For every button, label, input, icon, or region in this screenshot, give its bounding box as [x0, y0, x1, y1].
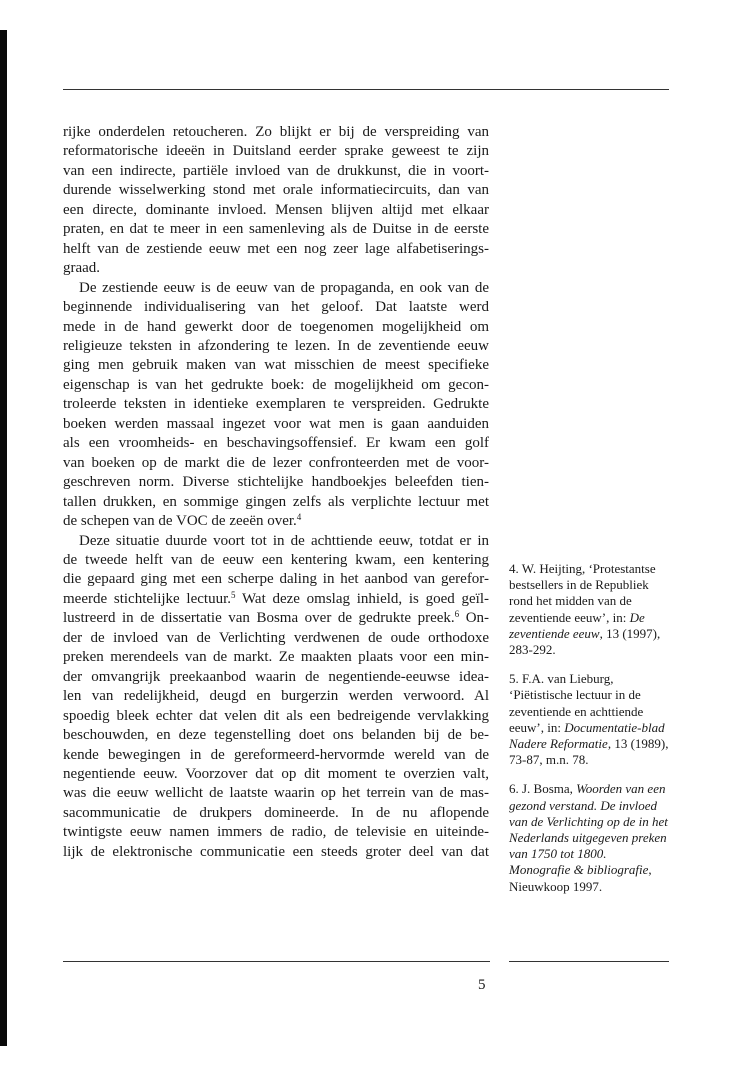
text-line: eigenschap is van het gedrukte boek: de mogelijkheid om gecon-: [63, 376, 489, 393]
text-line: len van redelijkheid, deugd en burgerzin werden verwoord. Al: [63, 688, 489, 705]
text-line: [63, 512, 489, 531]
text-line: helft van de zestiende eeuw met een nog zeer lage alfabetiserings-: [63, 240, 489, 257]
text-line: lijk de elektronische communicatie een steeds groter deel van dat: [63, 843, 489, 860]
paragraph-1: [63, 123, 489, 279]
text-line: religieuze teksten in afzondering te lezen. In de zeventiende eeuw: [63, 337, 489, 354]
text-line: praten, en dat te meer in een samenleving als de Duitse in de eerste: [63, 221, 489, 238]
text-line: beginnende individualisering van het geloof. Dat laatste werd: [63, 299, 489, 316]
text-line: spoedig bleek echter dat velen dit als een bedreigende vervlakking: [63, 707, 489, 724]
header-rule: [63, 89, 669, 90]
footnote-text: 4. W. Heijting, ‘Protestantse bestsellers in de Republiek rond het midden van de zeventiende eeuw’, in:: [509, 561, 656, 625]
text-line: sacommunicatie de drukpers domineerde. In de nu aflopende: [63, 804, 489, 821]
text-fragment: de schepen van de VOC de zeeën over.: [63, 513, 297, 530]
footer-rule-main: [63, 961, 490, 962]
footnote-text: , 13 (1997), 283-292.: [509, 625, 661, 658]
footnote-ref-6: 6: [454, 609, 460, 620]
text-line: van een indirecte, partiële invloed van de drukkunst, die in voort-: [63, 162, 489, 179]
text-line: durende wisselwerking stond met orale informatiecircuits, dan van: [63, 182, 489, 199]
text-line: geschreven norm. Diverse stichtelijke handboekjes beleefden tien-: [63, 474, 489, 491]
text-line: De zestiende eeuw is de eeuw van de propaganda, en ook van de: [79, 279, 489, 296]
text-line: was die eeuw wellicht de laatste waarin op het terrein van de mas-: [63, 785, 489, 802]
text-fragment: meerde stichtelijke lectuur.: [63, 590, 231, 607]
footnote-5: [509, 671, 671, 768]
footnote-title: De zeventiende eeuw: [509, 609, 645, 641]
text-line: Deze situatie duurde voort tot in de achttiende eeuw, totdat er in: [79, 532, 489, 549]
text-line: troleerde teksten in identieke exemplaren te verspreiden. Gedrukte: [63, 396, 489, 413]
paragraph-2: [63, 279, 489, 532]
text-line: [63, 609, 489, 628]
text-line: tallen drukken, en sommige gingen zelfs als verplichte lectuur met: [63, 493, 489, 510]
text-line: [63, 590, 489, 609]
text-line: boeken werden massaal ingezet voor wat men is gaan aanduiden: [63, 415, 489, 432]
text-line: rijke onderdelen retoucheren. Zo blijkt er bij de verspreiding van: [63, 124, 489, 140]
footnote-text: 6. J. Bosma,: [509, 781, 577, 797]
text-line: der omvangrijk preekaanbod waarin de negentiende-eeuwse idea-: [63, 668, 489, 685]
footnote-text: , 13 (1989), 73-87, m.n. 78.: [509, 736, 669, 768]
text-line: graad.: [63, 260, 101, 277]
footnote-title: Woorden van een gezond verstand. De invloed van de Verlichting op de in het Nederlands uitgegeven preken van 1750 tot 1800. Monografie & bibliografie: [509, 781, 668, 878]
text-line: der de invloed van de Verlichting verdwenen de oude orthodoxe: [63, 629, 489, 646]
text-line: als een vroomheids- en beschavingsoffensief. Er kwam een golf: [63, 435, 489, 452]
main-text-column: [63, 123, 489, 862]
footnote-text: , Nieuwkoop 1997.: [509, 862, 652, 894]
text-fragment: lustreerd in de dissertatie van Bosma over de gedrukte preek.: [63, 610, 455, 627]
paragraph-3: [63, 532, 489, 863]
text-line: de tweede helft van de eeuw een kentering kwam, een kentering: [63, 551, 489, 568]
text-line: preken merendeels van de markt. Ze maakten plaats voor een min-: [63, 649, 489, 666]
text-line: van boeken op de markt die de lezer confronteerden met de voor-: [63, 454, 489, 471]
text-fragment: Wat deze omslag inhield, is goed geïl-: [241, 590, 489, 607]
footnote-title: Documentatie-blad Nadere Reformatie: [509, 719, 665, 752]
text-line: mede in de hand gewerkt door de toegenomen mogelijkheid om: [63, 318, 489, 335]
footnote-ref-5: 5: [230, 589, 236, 600]
text-line: reformatorische ideeën in Duitsland eerder sprake geweest te zijn: [63, 143, 489, 160]
footer-rule-notes: [509, 961, 669, 962]
text-fragment: On-: [465, 610, 490, 627]
text-line: die gepaard ging met een scherpe daling in het aanbod van gerefor-: [63, 571, 489, 588]
footnote-4: [509, 561, 671, 658]
text-line: een directe, dominante invloed. Mensen blijven altijd met elkaar: [63, 201, 489, 218]
footnote-text: 5. F.A. van Lieburg, ‘Piëtistische lectuur in de zeventiende en achttiende eeuw’, in:: [509, 671, 644, 735]
sidenotes-column: [509, 561, 671, 908]
footnote-ref-4: 4: [296, 512, 302, 523]
page-number: 5: [478, 977, 486, 993]
text-line: ging men gebruik maken van wat misschien de meest specifieke: [63, 357, 489, 374]
text-line: twintigste eeuw namen immers de radio, de televisie en uiteinde-: [63, 824, 489, 841]
scan-edge: [0, 30, 7, 1046]
text-line: negentiende eeuw. Voorzover dat op dit moment te overzien valt,: [63, 765, 489, 782]
text-line: beschouwden, en deze tegenstelling doet ons belanden bij de be-: [63, 727, 489, 744]
text-line: kende bewegingen in de gereformeerd-hervormde wereld van de: [63, 746, 489, 763]
footnote-6: [509, 781, 671, 894]
